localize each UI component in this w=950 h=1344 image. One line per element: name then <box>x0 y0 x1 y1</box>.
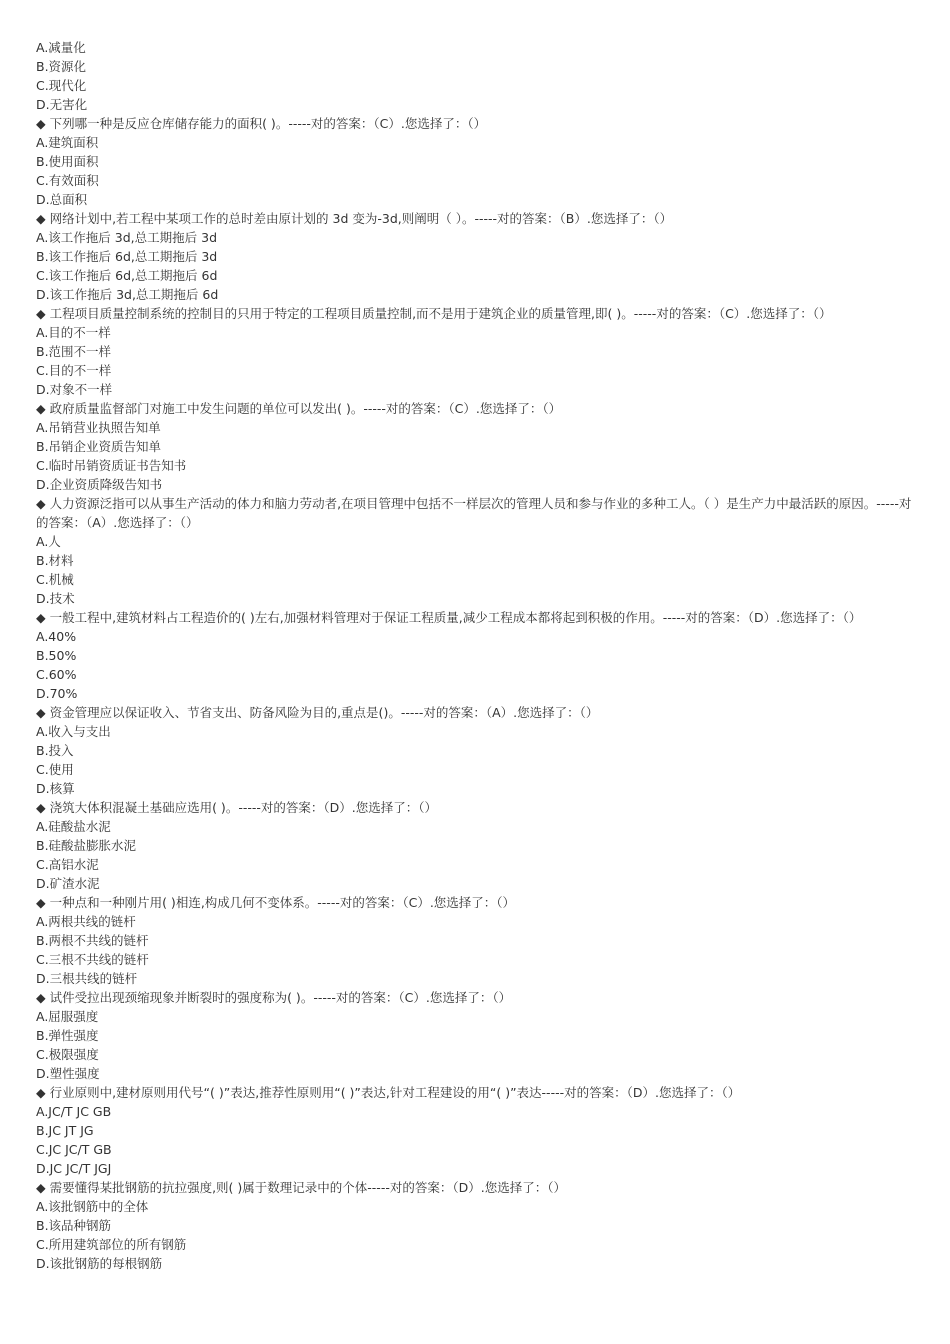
option-line: C.JC JC/T GB <box>36 1142 112 1157</box>
option-line: C.机械 <box>36 572 74 587</box>
option-line: C.目的不一样 <box>36 363 112 378</box>
option-line: A.两根共线的链杆 <box>36 914 136 929</box>
option-line: D.该工作拖后 3d,总工期拖后 6d <box>36 287 219 302</box>
question-line: ◆ 行业原则中,建材原则用代号“( )”表达,推荐性原则用“( )”表达,针对工程建设的用“( )”表达-----对的答案：（D）.您选择了：（） <box>36 1085 741 1100</box>
option-line: D.该批钢筋的每根钢筋 <box>36 1256 163 1271</box>
option-line: A.屈服强度 <box>36 1009 99 1024</box>
option-line: C.使用 <box>36 762 74 777</box>
option-line: C.该工作拖后 6d,总工期拖后 6d <box>36 268 218 283</box>
option-line: C.临时吊销资质证书告知书 <box>36 458 187 473</box>
option-line: A.40% <box>36 629 77 644</box>
option-line: C.现代化 <box>36 78 87 93</box>
option-line: B.吊销企业资质告知单 <box>36 439 162 454</box>
option-line: B.50% <box>36 648 77 663</box>
option-line: A.收入与支出 <box>36 724 111 739</box>
question-line: ◆ 需要懂得某批钢筋的抗拉强度,则( )属于数理记录中的个体-----对的答案：（D）.您选择了：（） <box>36 1180 566 1195</box>
question-line: ◆ 政府质量监督部门对施工中发生问题的单位可以发出( )。-----对的答案：（C）.您选择了：（） <box>36 401 562 416</box>
option-line: B.硅酸盐膨胀水泥 <box>36 838 137 853</box>
option-line: C.有效面积 <box>36 173 99 188</box>
question-line: ◆ 浇筑大体积混凝土基础应选用( )。-----对的答案：（D）.您选择了：（） <box>36 800 437 815</box>
option-line: D.70% <box>36 686 78 701</box>
question-line: ◆ 一般工程中,建筑材料占工程造价的( )左右,加强材料管理对于保证工程质量,减少工程成本都将起到积极的作用。-----对的答案：（D）.您选择了：（） <box>36 610 862 625</box>
question-line: ◆ 网络计划中,若工程中某项工作的总时差由原计划的 3d 变为-3d,则阐明（ ）。-----对的答案：（B）.您选择了：（） <box>36 211 673 226</box>
option-line: D.三根共线的链杆 <box>36 971 138 986</box>
option-line: D.无害化 <box>36 97 88 112</box>
option-line: A.吊销营业执照告知单 <box>36 420 161 435</box>
option-line: A.JC/T JC GB <box>36 1104 112 1119</box>
option-line: A.目的不一样 <box>36 325 111 340</box>
option-line: B.弹性强度 <box>36 1028 99 1043</box>
option-line: A.该批钢筋中的全体 <box>36 1199 149 1214</box>
option-line: C.高铝水泥 <box>36 857 99 872</box>
option-line: D.核算 <box>36 781 75 796</box>
option-line: A.该工作拖后 3d,总工期拖后 3d <box>36 230 218 245</box>
option-line: A.人 <box>36 534 61 549</box>
option-line: B.资源化 <box>36 59 87 74</box>
option-line: D.塑性强度 <box>36 1066 100 1081</box>
option-line: C.三根不共线的链杆 <box>36 952 149 967</box>
option-line: B.材料 <box>36 553 74 568</box>
option-line: C.60% <box>36 667 77 682</box>
option-line: D.对象不一样 <box>36 382 113 397</box>
option-line: B.范围不一样 <box>36 344 112 359</box>
option-line: B.JC JT JG <box>36 1123 94 1138</box>
option-line: B.该品种钢筋 <box>36 1218 112 1233</box>
option-line: A.硅酸盐水泥 <box>36 819 111 834</box>
option-line: D.总面积 <box>36 192 88 207</box>
option-line: C.极限强度 <box>36 1047 99 1062</box>
question-line: ◆ 工程项目质量控制系统的控制目的只用于特定的工程项目质量控制,而不是用于建筑企业的质量管理,即( )。-----对的答案：（C）.您选择了：（） <box>36 306 832 321</box>
question-line: ◆ 试件受拉出现颈缩现象并断裂时的强度称为( )。-----对的答案：（C）.您选择了：（） <box>36 990 512 1005</box>
question-line: ◆ 一种点和一种刚片用( )相连,构成几何不变体系。-----对的答案：（C）.您选择了：（） <box>36 895 516 910</box>
option-line: C.所用建筑部位的所有钢筋 <box>36 1237 187 1252</box>
option-line: A.建筑面积 <box>36 135 99 150</box>
option-line: A.减量化 <box>36 40 86 55</box>
option-line: D.JC JC/T JGJ <box>36 1161 112 1176</box>
question-line: ◆ 资金管理应以保证收入、节省支出、防备风险为目的,重点是()。-----对的答案：（A）.您选择了：（） <box>36 705 599 720</box>
option-line: B.两根不共线的链杆 <box>36 933 149 948</box>
option-line: B.该工作拖后 6d,总工期拖后 3d <box>36 249 218 264</box>
option-line: B.投入 <box>36 743 74 758</box>
question-line: ◆ 人力资源泛指可以从事生产活动的体力和脑力劳动者,在项目管理中包括不一样层次的管理人员和参与作业的多种工人。（ ）是生产力中最活跃的原因。-----对的答案：（A）.您选择了：（） <box>36 496 912 530</box>
question-line: ◆ 下列哪一种是反应仓库储存能力的面积( )。-----对的答案：（C）.您选择了：（） <box>36 116 487 131</box>
option-line: D.矿渣水泥 <box>36 876 100 891</box>
option-line: D.技术 <box>36 591 75 606</box>
option-line: B.使用面积 <box>36 154 99 169</box>
option-line: D.企业资质降级告知书 <box>36 477 163 492</box>
